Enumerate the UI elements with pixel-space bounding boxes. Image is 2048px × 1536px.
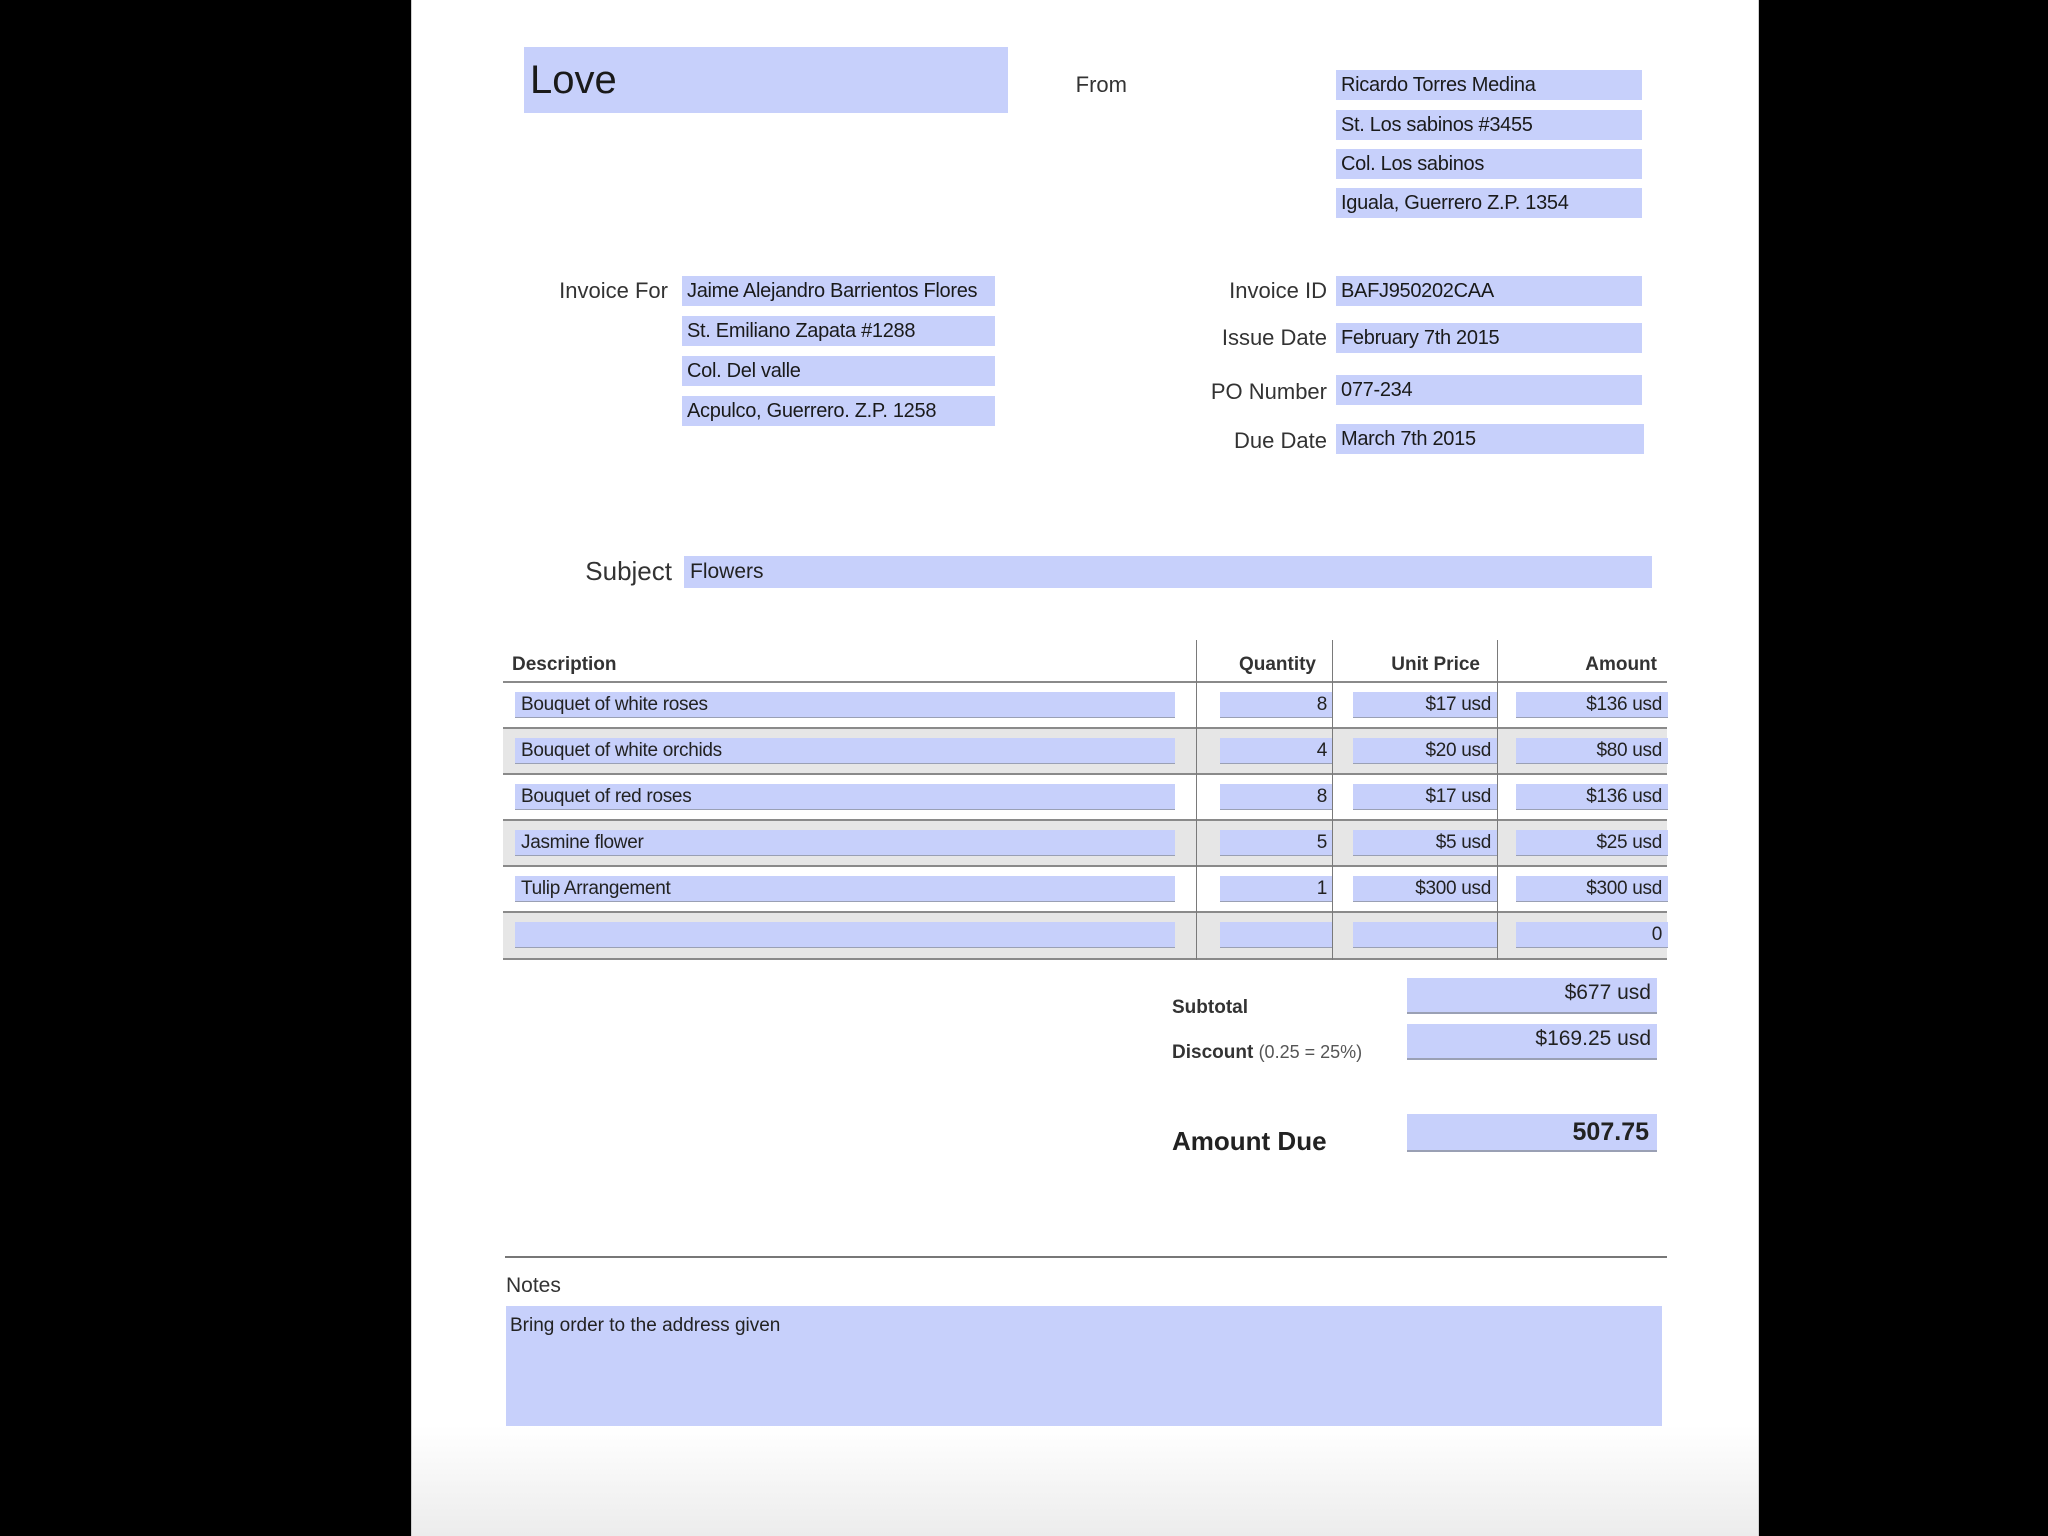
due-date-field[interactable]: March 7th 2015 xyxy=(1336,424,1644,454)
bill-to-colony-field[interactable]: Col. Del valle xyxy=(682,356,995,386)
item-amount-field[interactable]: $80 usd xyxy=(1516,738,1668,764)
item-quantity-field[interactable] xyxy=(1220,922,1333,948)
discount-label-group xyxy=(1172,1040,1362,1065)
item-amount-field[interactable]: $25 usd xyxy=(1516,830,1668,856)
item-quantity-field[interactable]: 4 xyxy=(1220,738,1333,764)
po-number-label: PO Number xyxy=(1210,379,1327,404)
bill-to-name-field[interactable]: Jaime Alejandro Barrientos Flores xyxy=(682,276,995,306)
bill-to-city-field[interactable]: Acpulco, Guerrero. Z.P. 1258 xyxy=(682,396,995,426)
notes-field[interactable]: Bring order to the address given xyxy=(506,1306,1662,1441)
from-label: From xyxy=(1075,72,1127,97)
item-description-field[interactable] xyxy=(515,922,1175,948)
column-header-quantity: Quantity xyxy=(1238,654,1316,675)
subtotal-label: Subtotal xyxy=(1172,997,1248,1018)
invoice-id-label: Invoice ID xyxy=(1229,278,1327,303)
column-divider xyxy=(1497,640,1498,960)
table-row xyxy=(503,775,1667,821)
from-street-field[interactable]: St. Los sabinos #3455 xyxy=(1336,110,1642,140)
notes-label: Notes xyxy=(506,1274,561,1297)
item-description-field[interactable]: Bouquet of white orchids xyxy=(515,738,1175,764)
invoice-title-field[interactable]: Love xyxy=(524,47,1008,113)
item-unit-price-field[interactable] xyxy=(1353,922,1497,948)
table-row xyxy=(503,913,1667,960)
discount-rate-note: (0.25 = 25%) xyxy=(1258,1042,1363,1062)
item-unit-price-field[interactable]: $20 usd xyxy=(1353,738,1497,764)
item-unit-price-field[interactable]: $300 usd xyxy=(1353,876,1497,902)
item-unit-price-field[interactable]: $5 usd xyxy=(1353,830,1497,856)
bill-to-street-field[interactable]: St. Emiliano Zapata #1288 xyxy=(682,316,995,346)
item-unit-price-field[interactable]: $17 usd xyxy=(1353,784,1497,810)
table-row xyxy=(503,821,1667,867)
item-description-field[interactable]: Jasmine flower xyxy=(515,830,1175,856)
from-colony-field[interactable]: Col. Los sabinos xyxy=(1336,149,1642,179)
notes-divider xyxy=(505,1256,1667,1258)
item-quantity-field[interactable]: 8 xyxy=(1220,692,1333,718)
table-row xyxy=(503,683,1667,729)
item-description-field[interactable]: Bouquet of red roses xyxy=(515,784,1175,810)
item-amount-field[interactable]: $136 usd xyxy=(1516,784,1668,810)
amount-due-label: Amount Due xyxy=(1172,1126,1327,1156)
item-amount-field[interactable]: 0 xyxy=(1516,922,1668,948)
item-quantity-field[interactable]: 8 xyxy=(1220,784,1333,810)
invoice-id-field[interactable]: BAFJ950202CAA xyxy=(1336,276,1642,306)
amount-due-field[interactable]: 507.75 xyxy=(1407,1114,1657,1152)
due-date-label: Due Date xyxy=(1234,428,1327,453)
column-header-amount: Amount xyxy=(1585,654,1657,675)
column-header-description: Description xyxy=(512,654,617,675)
from-name-field[interactable]: Ricardo Torres Medina xyxy=(1336,70,1642,100)
invoice-page xyxy=(411,0,1759,1536)
item-amount-field[interactable]: $300 usd xyxy=(1516,876,1668,902)
column-header-unit-price: Unit Price xyxy=(1391,654,1480,675)
from-city-field[interactable]: Iguala, Guerrero Z.P. 1354 xyxy=(1336,188,1642,218)
invoice-for-label: Invoice For xyxy=(559,278,668,303)
discount-field[interactable]: $169.25 usd xyxy=(1407,1024,1657,1060)
item-description-field[interactable]: Tulip Arrangement xyxy=(515,876,1175,902)
item-amount-field[interactable]: $136 usd xyxy=(1516,692,1668,718)
issue-date-label: Issue Date xyxy=(1221,325,1327,350)
column-divider xyxy=(1332,640,1333,960)
po-number-field[interactable]: 077-234 xyxy=(1336,375,1642,405)
page-footer-shade xyxy=(412,1426,1758,1536)
subject-label: Subject xyxy=(585,556,672,586)
item-quantity-field[interactable]: 5 xyxy=(1220,830,1333,856)
table-row xyxy=(503,729,1667,775)
subtotal-field[interactable]: $677 usd xyxy=(1407,978,1657,1014)
issue-date-field[interactable]: February 7th 2015 xyxy=(1336,323,1642,353)
item-description-field[interactable]: Bouquet of white roses xyxy=(515,692,1175,718)
item-unit-price-field[interactable]: $17 usd xyxy=(1353,692,1497,718)
discount-label: Discount xyxy=(1172,1042,1254,1063)
table-row xyxy=(503,867,1667,913)
item-quantity-field[interactable]: 1 xyxy=(1220,876,1333,902)
subject-field[interactable]: Flowers xyxy=(684,556,1652,588)
column-divider xyxy=(1196,640,1197,960)
